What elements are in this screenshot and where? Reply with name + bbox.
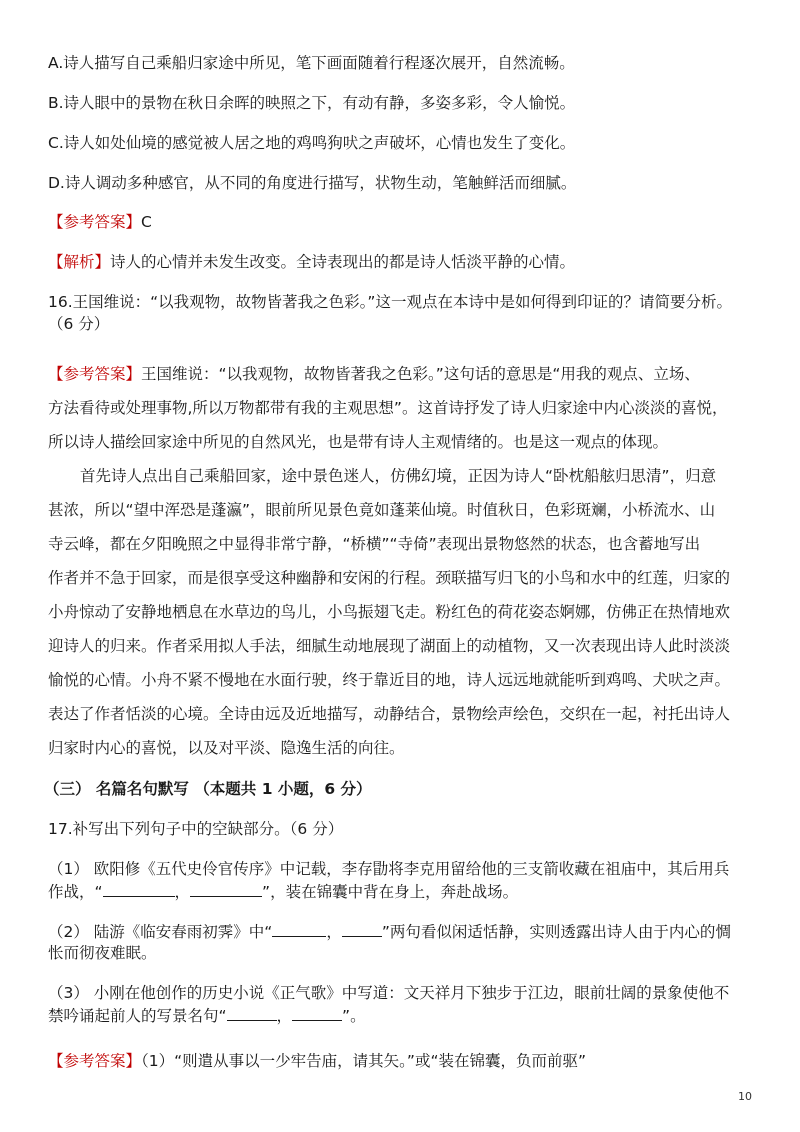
answer-label: 【参考答案】 — [48, 213, 142, 231]
fill-blank[interactable] — [103, 880, 175, 897]
answer-text: C — [141, 213, 152, 231]
q16-stem-line2: （6 分） — [48, 315, 110, 333]
q17-stem: 17.补写出下列句子中的空缺部分。（6 分） — [48, 820, 344, 838]
q16-para-line4: 作者并不急于回家，而是很享受这种幽静和安闲的行程。颈联描写归飞的小鸟和水中的红莲，归家的 — [48, 569, 731, 587]
q16-answer-line3: 所以诗人描绘回家途中所见的自然风光，也是带有诗人主观情绪的。也是这一观点的体现。 — [48, 433, 669, 451]
q16-answer-line1 — [48, 363, 764, 385]
fill-blank[interactable] — [190, 880, 262, 897]
q16-para-line2: 甚浓，所以“望中浑恐是蓬瀛”，眼前所见景色竟如蓬莱仙境。时值秋日，色彩斑斓，小桥流水、山 — [48, 501, 716, 519]
q17-item2-line2: 怅而彻夜难眠。 — [48, 944, 157, 962]
q17-answer — [48, 1050, 764, 1072]
q16-answer-line2: 方法看待或处理事物,所以万物都带有我的主观思想”。这首诗抒发了诗人归家途中内心淡淡的喜悦， — [48, 399, 728, 417]
q16-para-line3: 寺云峰，都在夕阳晚照之中显得非常宁静，“桥横”“寺倚”表现出景物悠然的状态，也含蓄地写出 — [48, 535, 701, 553]
q17-item1-line2: 作战，“ ， ”，装在锦囊中背在身上，奔赴战场。 — [48, 880, 764, 903]
option-d: D.诗人调动多种感官，从不同的角度进行描写，状物生动，笔触鲜活而细腻。 — [48, 174, 577, 192]
fill-blank[interactable] — [292, 1004, 342, 1021]
option-a: A.诗人描写自己乘船归家途中所见，笔下画面随着行程逐次展开，自然流畅。 — [48, 54, 575, 72]
fill-blank[interactable] — [272, 920, 326, 937]
q16-para-line9: 归家时内心的喜悦，以及对平淡、隐逸生活的向往。 — [48, 739, 405, 757]
q16-para-line8: 表达了作者恬淡的心境。全诗由远及近地描写，动静结合，景物绘声绘色，交织在一起，衬托出诗人 — [48, 705, 731, 723]
q16-para-line1: 首先诗人点出自己乘船回家，途中景色迷人，仿佛幻境，正因为诗人“卧枕船舷归思清”，归意 — [80, 467, 717, 485]
page-number: 10 — [738, 1090, 752, 1103]
q17-item2-line1: （2） 陆游《临安春雨初霁》中“ ， ”两句看似闲适恬静，实则透露出诗人由于内心的惆 — [48, 920, 764, 943]
answer-label: 【参考答案】 — [48, 1052, 142, 1070]
option-b: B.诗人眼中的景物在秋日余晖的映照之下，有动有静，多姿多彩，令人愉悦。 — [48, 94, 576, 112]
analysis-label: 【解析】 — [48, 253, 111, 271]
q17-item1-line1: （1） 欧阳修《五代史伶官传序》中记载，李存勖将李克用留给他的三支箭收藏在祖庙中，其后用兵 — [48, 860, 730, 878]
answer-text: （1）“则遣从事以一少牢告庙，请其矢。”或“装在锦囊，负而前驱” — [141, 1052, 586, 1070]
q17-item3-line1: （3） 小刚在他创作的历史小说《正气歌》中写道：文天祥月下独步于江边，眼前壮阔的景象使他不 — [48, 984, 730, 1002]
q15-answer — [48, 211, 764, 233]
fill-blank[interactable] — [342, 920, 382, 937]
q15-analysis — [48, 251, 764, 273]
q16-stem-line1: 16.王国维说：“以我观物，故物皆著我之色彩。”这一观点在本诗中是如何得到印证的？请简要分析。 — [48, 293, 732, 311]
q16-para-line6: 迎诗人的归来。作者采用拟人手法，细腻生动地展现了湖面上的动植物，又一次表现出诗人此时淡淡 — [48, 637, 731, 655]
analysis-text: 诗人的心情并未发生改变。全诗表现出的都是诗人恬淡平静的心情。 — [110, 253, 576, 271]
q16-para-line5: 小舟惊动了安静地栖息在水草边的鸟儿，小鸟振翅飞走。粉红色的荷花姿态婀娜，仿佛正在热情地欢 — [48, 603, 731, 621]
q16-para-line7: 愉悦的心情。小舟不紧不慢地在水面行驶，终于靠近目的地，诗人远远地就能听到鸡鸣、犬吠之声。 — [48, 671, 731, 689]
q17-item3-line2: 禁吟诵起前人的写景名句“ ， ”。 — [48, 1004, 764, 1027]
fill-blank[interactable] — [227, 1004, 277, 1021]
answer-text: 王国维说：“以我观物，故物皆著我之色彩。”这句话的意思是“用我的观点、立场、 — [141, 365, 700, 383]
section-heading: （三） 名篇名句默写 （本题共 1 小题，6 分） — [44, 780, 372, 798]
option-c: C.诗人如处仙境的感觉被人居之地的鸡鸣狗吠之声破坏，心情也发生了变化。 — [48, 134, 576, 152]
answer-label: 【参考答案】 — [48, 365, 142, 383]
